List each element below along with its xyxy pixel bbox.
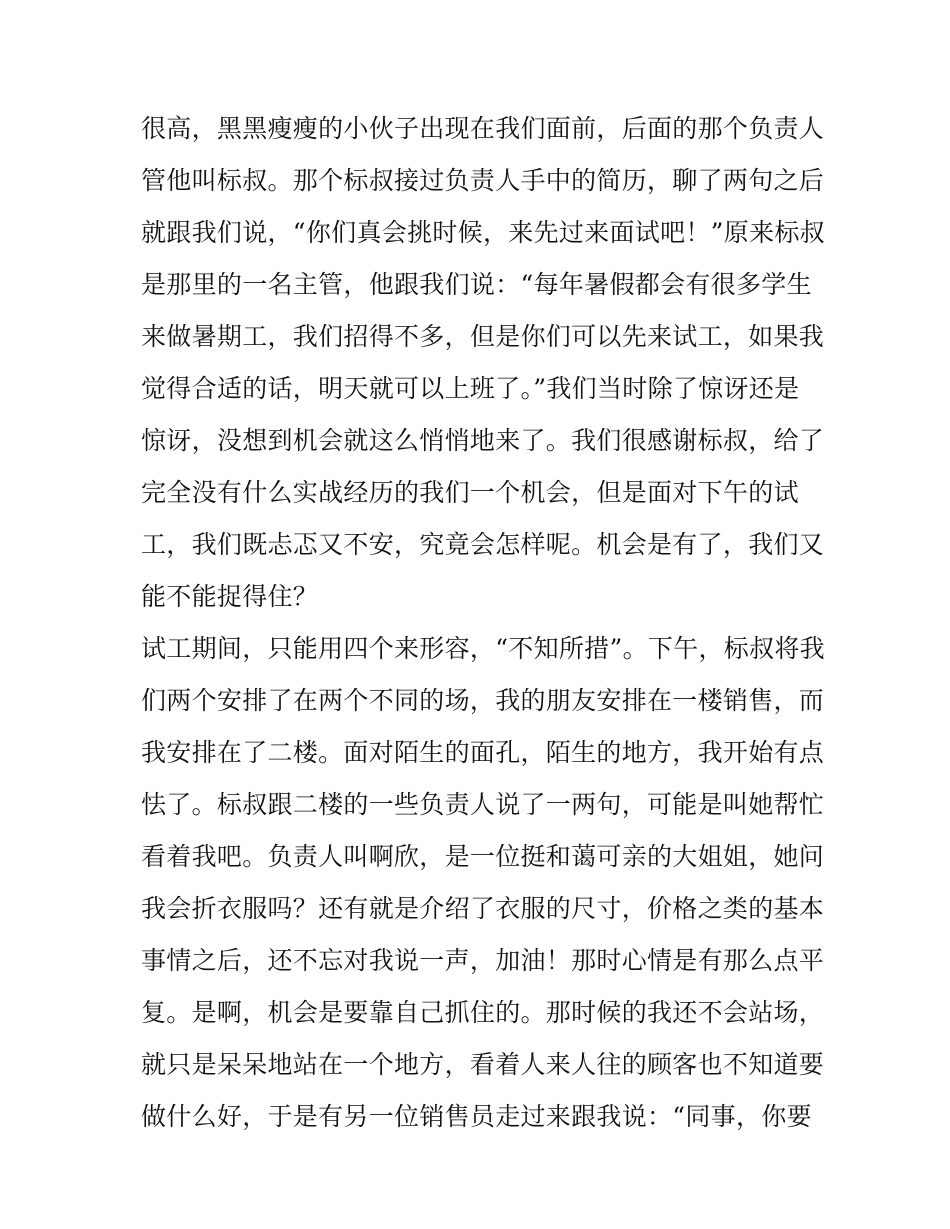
text-line: 完全没有什么实战经历的我们一个机会，但是面对下午的试 bbox=[141, 478, 799, 507]
text-line: 是那里的一名主管，他跟我们说：“每年暑假都会有很多学生 bbox=[141, 270, 812, 299]
text-line: 很高，黑黑瘦瘦的小伙子出现在我们面前，后面的那个负责人 bbox=[141, 114, 825, 143]
text-line: 就跟我们说，“你们真会挑时候，来先过来面试吧！”原来标叔 bbox=[141, 218, 825, 247]
text-line: 来做暑期工，我们招得不多，但是你们可以先来试工，如果我 bbox=[141, 322, 825, 351]
text-line: 觉得合适的话，明天就可以上班了。”我们当时除了惊讶还是 bbox=[141, 374, 800, 403]
text-line: 事情之后，还不忘对我说一声，加油！那时心情是有那么点平 bbox=[141, 946, 825, 975]
text-line: 我会折衣服吗？还有就是介绍了衣服的尺寸，价格之类的基本 bbox=[141, 894, 825, 923]
text-line: 工，我们既忐忑又不安，究竟会怎样呢。机会是有了，我们又 bbox=[141, 530, 825, 559]
text-line: 做什么好，于是有另一位销售员走过来跟我说：“同事，你要 bbox=[141, 1102, 812, 1131]
text-line: 就只是呆呆地站在一个地方，看着人来人往的顾客也不知道要 bbox=[141, 1050, 825, 1079]
text-line: 怯了。标叔跟二楼的一些负责人说了一两句，可能是叫她帮忙 bbox=[141, 790, 825, 819]
text-line: 们两个安排了在两个不同的场，我的朋友安排在一楼销售，而 bbox=[141, 686, 825, 715]
text-line: 复。是啊，机会是要靠自己抓住的。那时候的我还不会站场， bbox=[141, 998, 825, 1027]
text-line: 我安排在了二楼。面对陌生的面孔，陌生的地方，我开始有点 bbox=[141, 738, 825, 767]
text-line: 看着我吧。负责人叫啊欣，是一位挺和蔼可亲的大姐姐，她问 bbox=[141, 842, 825, 871]
text-line: 惊讶，没想到机会就这么悄悄地来了。我们很感谢标叔，给了 bbox=[141, 426, 825, 455]
text-line: 管他叫标叔。那个标叔接过负责人手中的简历，聊了两句之后 bbox=[141, 166, 825, 195]
text-line: 试工期间，只能用四个来形容，“不知所措”。下午，标叔将我 bbox=[141, 634, 825, 663]
text-line: 能不能捉得住？ bbox=[141, 582, 319, 611]
